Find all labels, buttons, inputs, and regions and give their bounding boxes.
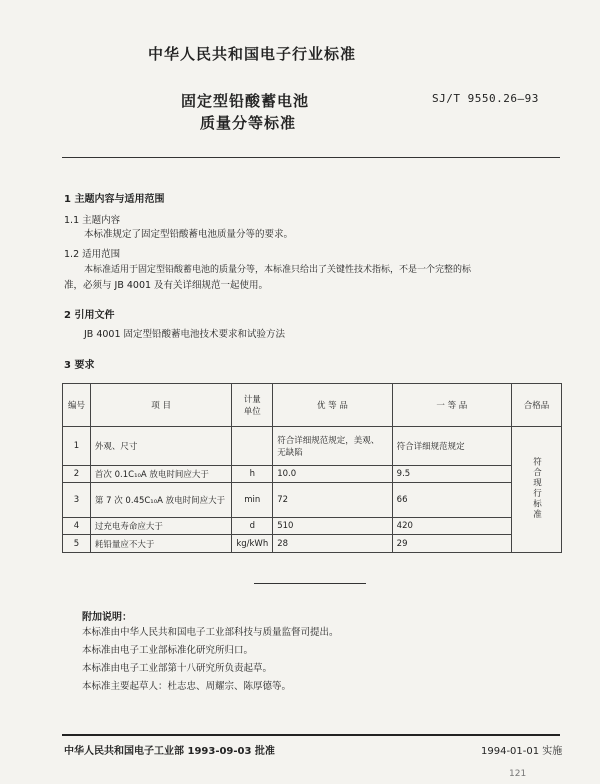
- row-item: 过充电寿命应大于: [90, 518, 231, 535]
- section-1-2-heading: 1.2 适用范围: [64, 249, 121, 260]
- section-3-heading: 3 要求: [64, 360, 95, 371]
- reference-document: JB 4001 固定型铅酸蓄电池技术要求和试验方法: [84, 329, 286, 340]
- qualified-merged-cell: [512, 427, 562, 553]
- header-superior-grade: 优 等 品: [273, 384, 392, 427]
- row-item: 外观、尺寸: [90, 427, 231, 466]
- table-row: [63, 483, 562, 518]
- appendix-line-1: 本标准由中华人民共和国电子工业部科技与质量监督司提出。: [82, 627, 339, 638]
- quality-grade-table: [62, 383, 562, 553]
- table-row: [63, 427, 562, 466]
- row-unit: h: [232, 466, 273, 483]
- row-no: 3: [63, 483, 91, 518]
- row-superior: 72: [273, 483, 392, 518]
- effective-date: 1994-01-01 实施: [481, 746, 563, 757]
- row-superior: 符合详细规范规定，美观、无缺陷: [273, 427, 392, 466]
- row-superior: 28: [273, 535, 392, 553]
- table-row: [63, 466, 562, 483]
- row-no: 2: [63, 466, 91, 483]
- section-1-2-text-line1: 本标准适用于固定型铅酸蓄电池的质量分等，本标准只给出了关键性技术指标，不是一个完整的标: [84, 265, 472, 275]
- document-title-line2: 质量分等标准: [200, 114, 297, 132]
- section-1-2-text-line2: 准，必须与 JB 4001 及有关详细规范一起使用。: [64, 280, 269, 291]
- row-item: 耗铅量应不大于: [90, 535, 231, 553]
- appendix-line-3: 本标准由电子工业部第十八研究所负责起草。: [82, 663, 273, 674]
- header-item: 项 目: [90, 384, 231, 427]
- header-qualified-grade: 合格品: [512, 384, 562, 427]
- row-unit: [232, 427, 273, 466]
- row-unit: d: [232, 518, 273, 535]
- row-no: 5: [63, 535, 91, 553]
- issuer-heading: 中华人民共和国电子行业标准: [148, 45, 357, 63]
- section-2-heading: 2 引用文件: [64, 310, 115, 321]
- row-unit: min: [232, 483, 273, 518]
- header-first-grade: 一 等 品: [392, 384, 511, 427]
- row-no: 4: [63, 518, 91, 535]
- appendix-line-2: 本标准由电子工业部标准化研究所归口。: [82, 645, 254, 656]
- row-first: 66: [392, 483, 511, 518]
- row-first: 420: [392, 518, 511, 535]
- document-title-line1: 固定型铅酸蓄电池: [181, 92, 310, 110]
- approval-date: 中华人民共和国电子工业部 1993-09-03 批准: [64, 746, 275, 757]
- header-no: 编号: [63, 384, 91, 427]
- table-row: [63, 518, 562, 535]
- row-unit: kg/kWh: [232, 535, 273, 553]
- row-item: 第 7 次 0.45C₁₀A 放电时间应大于: [90, 483, 231, 518]
- qualified-text: 符合现行标准: [531, 456, 542, 520]
- row-superior: 10.0: [273, 466, 392, 483]
- standard-number: SJ/T 9550.26—93: [432, 92, 539, 105]
- section-1-1-heading: 1.1 主题内容: [64, 215, 121, 226]
- header-divider: [62, 157, 560, 158]
- page-number: 121: [509, 769, 527, 779]
- table-row: [63, 535, 562, 553]
- row-first: 符合详细规范规定: [392, 427, 511, 466]
- row-superior: 510: [273, 518, 392, 535]
- footer-divider: [62, 734, 560, 736]
- row-first: 29: [392, 535, 511, 553]
- row-no: 1: [63, 427, 91, 466]
- header-unit: 计量 单位: [232, 384, 273, 427]
- section-1-heading: 1 主题内容与适用范围: [64, 194, 165, 205]
- appendix-divider: [254, 583, 366, 584]
- row-first: 9.5: [392, 466, 511, 483]
- row-item: 首次 0.1C₁₀A 放电时间应大于: [90, 466, 231, 483]
- appendix-line-4: 本标准主要起草人：杜志忠、周耀宗、陈厚德等。: [82, 681, 292, 692]
- section-1-1-text: 本标准规定了固定型铅酸蓄电池质量分等的要求。: [84, 229, 294, 240]
- appendix-heading: 附加说明：: [82, 612, 132, 623]
